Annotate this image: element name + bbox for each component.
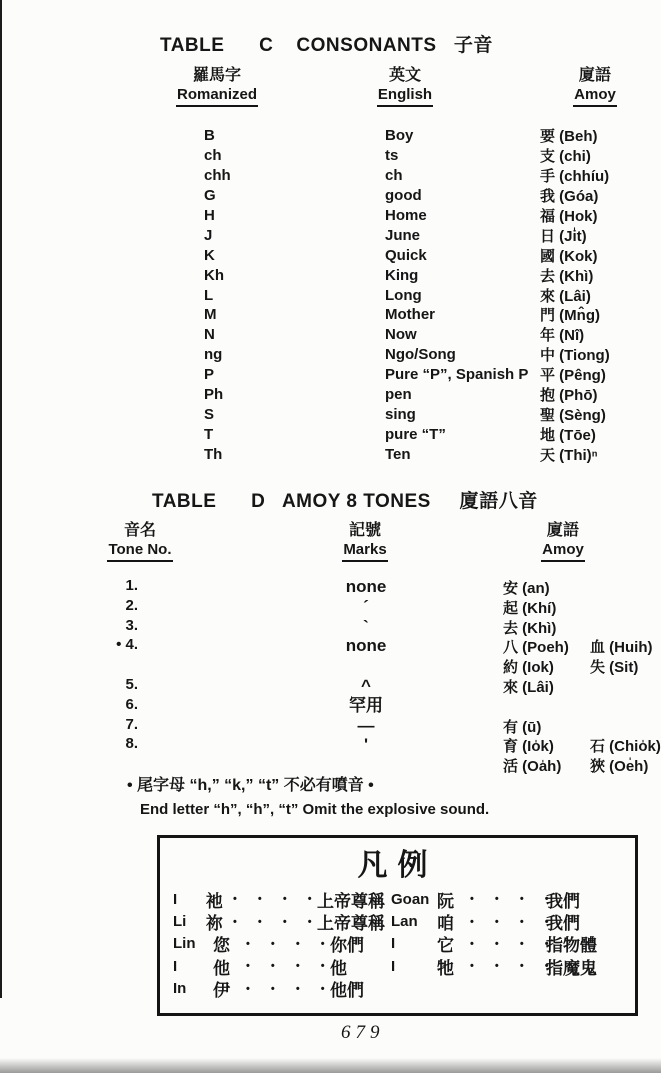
english-cell: pen [385,386,412,404]
romanized-pronoun: I [391,935,396,953]
english-cell: Quick [385,246,427,264]
amoy-cell: 安 (an) [503,580,550,597]
table-row [0,345,661,365]
tone-mark-cell: ― [357,715,375,735]
hanzi-pronoun: 他 [213,958,230,978]
romanized-cell: ng [204,346,223,364]
pronoun-description: 上帝尊稱 [317,891,385,911]
pronoun-description: 我們 [546,914,580,934]
hanzi-pronoun: 祢 [205,914,223,934]
hanzi-pronoun: 牠 [437,958,454,978]
amoy-cell: 福 (Hok) [540,208,598,226]
header-zh: 廈語 [546,522,579,539]
english-cell: Boy [385,127,414,145]
romanized-cell: chh [204,167,231,185]
english-cell: pure “T” [385,425,446,443]
table-row [0,265,661,285]
scan-edge-artifact [0,1058,661,1073]
header-en: Amoy [573,85,617,107]
legend-row [391,910,636,932]
header-zh: 廈語 [578,67,611,84]
table-row [0,225,661,245]
tone-no-cell: 6. [125,695,138,713]
amoy-cell: 有 (ū) [503,718,542,736]
tone-no-cell: 5. [125,675,138,693]
romanized-cell: ch [204,147,222,165]
table-c-title: TABLE C CONSONANTS 子音 [160,35,493,56]
hanzi-pronoun: 伊 [213,981,230,1001]
amoy-cell: 支 (chi) [540,148,591,166]
pronoun-description: 我們 [546,891,580,911]
table-row [0,404,661,424]
amoy-cell: 平 (Pêng) [540,367,606,385]
table-row [0,676,661,696]
tone-mark-cell: none [345,636,387,656]
amoy-cell: 活 (Oa̍h) [503,758,562,776]
dot-leader: • • • • [246,960,334,973]
legend-row [173,978,385,1000]
header-zh: 英文 [388,67,421,84]
amoy-cell: 地 (Tōe) [540,426,596,444]
romanized-pronoun: Goan [391,890,430,908]
romanized-pronoun: I [391,957,396,975]
table-row [0,166,661,186]
header-zh: 羅馬字 [192,67,241,84]
table-row [0,365,661,385]
amoy-cell: 日 (Ji̍t) [540,227,587,245]
romanized-cell: M [204,306,217,324]
header-en: Amoy [541,540,585,562]
amoy-cell: 來 (Lâi) [540,287,591,305]
amoy-cell: 門 (Mn̂g) [540,307,600,325]
romanized-pronoun: Lan [391,913,418,931]
amoy-cell-2: 狹 (Oe̍h) [590,758,649,776]
pronoun-description: 你們 [330,936,364,956]
table-d-header-marks [330,521,400,562]
tone-mark-cell: none [345,577,387,596]
table-row [0,656,661,676]
legend-title: 凡例 [357,849,438,882]
romanized-cell: P [204,366,215,384]
romanized-cell: G [204,187,216,205]
amoy-cell-2: 失 (Sit) [590,659,639,677]
amoy-cell: 去 (Khì) [503,619,557,637]
tone-no-cell: • 4. [116,636,138,654]
hanzi-pronoun: 它 [437,936,454,956]
hanzi-pronoun: 咱 [437,914,454,934]
header-en: Romanized [176,85,258,107]
pronoun-description: 指物體 [546,936,597,956]
table-row [0,325,661,345]
table-row [0,617,661,637]
footnote-chinese: • 尾字母 “h,” “k,” “t” 不必有噴音 • [127,777,374,794]
amoy-cell: 我 (Góa) [540,188,599,206]
english-cell: ts [385,147,399,165]
amoy-cell: 育 (Io̍k) [503,738,554,756]
table-row [0,206,661,226]
table-c-header-english [360,66,450,107]
table-row [0,716,661,736]
dot-leader: • • • • [233,915,321,928]
dot-leader: • • • • [246,982,334,995]
tone-no-cell: 1. [125,577,138,594]
pronoun-description: 指魔鬼 [546,958,597,978]
legend-right-column [391,888,636,978]
tone-table [0,577,661,775]
amoy-cell-2: 石 (Chio̍k) [590,738,661,756]
romanized-cell: L [204,286,214,304]
table-row [0,385,661,405]
header-en: English [377,85,433,107]
english-cell: Home [385,207,427,224]
dot-leader: • • • • [470,960,558,973]
table-d-header-amoy [528,521,598,562]
amoy-cell: 聖 (Sèng) [540,406,606,424]
table-row [0,126,661,146]
pronoun-description: 他 [330,958,347,978]
header-en: Marks [342,540,387,562]
amoy-cell: 年 (Nî) [540,327,585,345]
amoy-cell: 抱 (Phō) [540,387,598,405]
amoy-cell: 要 (Beh) [540,128,598,146]
page-number: 679 [341,1022,385,1043]
amoy-cell: 天 (Thi)ⁿ [540,446,598,464]
pronoun-description: 他們 [330,981,364,1001]
romanized-cell: Kh [204,266,224,284]
english-cell: good [385,187,422,205]
table-row [0,735,661,755]
dot-leader: • • • • [233,893,321,906]
tone-mark-cell: ^ [361,675,371,695]
legend-row [173,888,385,910]
romanized-cell: K [204,246,215,264]
tone-mark-cell: ' [363,735,369,755]
legend-row [173,933,385,955]
romanized-pronoun: In [173,980,187,998]
romanized-pronoun: Li [173,913,187,931]
legend-row [173,955,385,977]
amoy-cell: 約 (Iok) [503,659,554,677]
romanized-cell: N [204,326,215,344]
table-row [0,305,661,325]
english-cell: Now [385,326,417,344]
tone-no-cell: 7. [125,715,138,733]
romanized-cell: Ph [204,386,224,404]
consonant-table [0,126,661,464]
dot-leader: • • • • [470,915,558,928]
hanzi-pronoun: 阮 [437,891,454,911]
legend-row [391,933,636,955]
romanized-cell: S [204,405,215,423]
tone-no-cell: 2. [125,596,138,614]
legend-row [391,888,636,910]
table-c-header-amoy [560,66,630,107]
table-d-title: TABLE D AMOY 8 TONES 廈語八音 [152,491,538,512]
footnote-english: End letter “h”, “h”, “t” Omit the explosive sound. [140,801,490,818]
header-zh: 記號 [348,522,381,539]
hanzi-pronoun: 您 [213,936,230,956]
table-row [0,597,661,617]
amoy-cell: 去 (Khì) [540,267,594,285]
english-cell: Pure “P”, Spanish P [385,366,529,384]
table-row [0,186,661,206]
romanized-pronoun: I [173,890,178,908]
romanized-cell: B [204,127,215,145]
table-row [0,245,661,265]
legend-row [391,955,636,977]
dot-leader: • • • • [470,893,558,906]
amoy-cell: 起 (Khí) [503,599,557,617]
table-d-header-tone-no [100,521,180,562]
romanized-cell: H [204,207,215,224]
tone-mark-cell: 罕用 [349,695,383,715]
amoy-cell: 八 (Poeh) [503,639,569,657]
amoy-cell: 來 (Lâi) [503,678,554,696]
dot-leader: • • • • [470,937,558,950]
amoy-cell: 國 (Kok) [540,247,598,265]
english-cell: King [385,266,419,284]
romanized-cell: T [204,425,214,443]
table-c-header-romanized [172,66,262,107]
tone-mark-cell: ´ [363,596,369,616]
english-cell: Long [385,286,422,304]
english-cell: Mother [385,306,435,324]
legend-box [157,835,638,1016]
table-row [0,577,661,597]
english-cell: sing [385,405,416,423]
tone-mark-cell: ` [363,616,369,636]
tone-no-cell: 3. [125,616,138,634]
table-row [0,444,661,464]
legend-left-column [173,888,385,1000]
romanized-pronoun: Lin [173,935,196,953]
hanzi-pronoun: 祂 [205,891,223,911]
table-row [0,636,661,656]
romanized-cell: Th [204,445,223,463]
romanized-pronoun: I [173,957,178,975]
amoy-cell: 中 (Tiong) [540,347,610,365]
table-row [0,146,661,166]
tone-no-cell: 8. [125,735,138,753]
dot-leader: • • • • [246,937,334,950]
legend-row [173,910,385,932]
table-row [0,696,661,716]
romanized-cell: J [204,226,213,244]
header-zh: 音名 [123,522,156,539]
pronoun-description: 上帝尊稱 [317,914,385,934]
amoy-cell-2: 血 (Huih) [590,639,653,657]
table-row [0,424,661,444]
english-cell: ch [385,167,403,185]
amoy-cell: 手 (chhíu) [540,168,610,186]
english-cell: June [385,226,421,244]
header-en: Tone No. [107,540,172,562]
table-row [0,285,661,305]
english-cell: Ngo/Song [385,346,456,364]
english-cell: Ten [385,445,411,463]
